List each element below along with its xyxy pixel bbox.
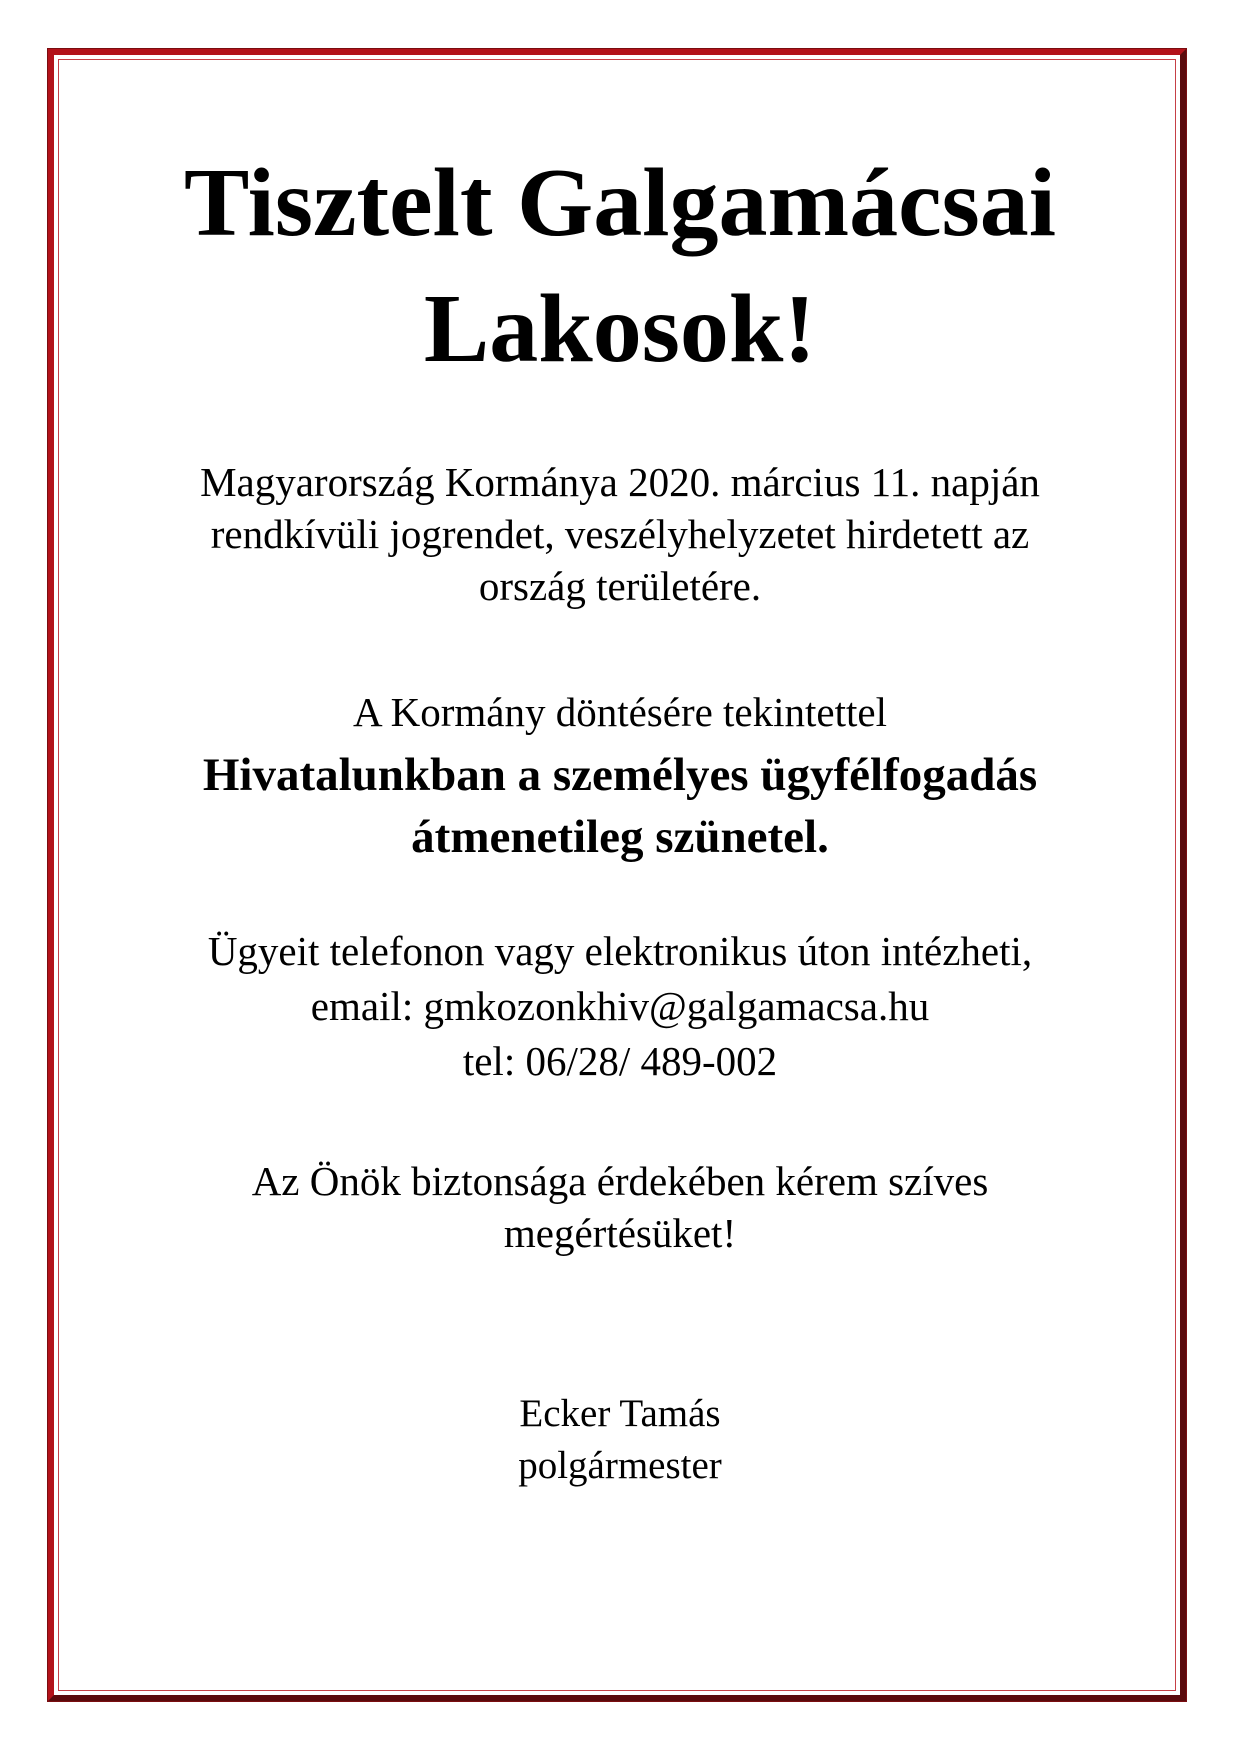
contact-phone: tel: 06/28/ 489-002 bbox=[462, 1038, 778, 1084]
contact-email: email: gmkozonkhiv@galgamacsa.hu bbox=[310, 983, 930, 1029]
announcement-paragraph bbox=[0, 456, 1240, 612]
closure-line-1: Hivatalunkban a személyes ügyfélfogadás bbox=[202, 749, 1038, 801]
notice-heading bbox=[0, 140, 1240, 392]
announcement-line-1: Magyarország Kormánya 2020. március 11. napján bbox=[200, 459, 1040, 505]
contact-paragraph bbox=[0, 924, 1240, 1089]
closing-line-2: megértésüket! bbox=[503, 1210, 737, 1256]
closure-line-2: átmenetileg szünetel. bbox=[411, 811, 829, 863]
closure-notice bbox=[0, 744, 1240, 868]
closing-paragraph bbox=[0, 1155, 1240, 1259]
announcement-line-2: rendkívüli jogrendet, veszélyhelyzetet hirdetett az bbox=[210, 511, 1030, 557]
signature-block bbox=[0, 1388, 1240, 1492]
announcement-line-3: ország területére. bbox=[478, 563, 762, 609]
closing-line-1: Az Önök biztonsága érdekében kérem szíves bbox=[251, 1158, 989, 1204]
signature-title: polgármester bbox=[518, 1444, 722, 1487]
heading-line-2: Lakosok! bbox=[423, 275, 817, 383]
signature-name: Ecker Tamás bbox=[519, 1392, 721, 1435]
heading-line-1: Tisztelt Galgamácsai bbox=[184, 149, 1056, 257]
decision-intro-text: A Kormány döntésére tekintettel bbox=[353, 689, 887, 735]
decision-intro bbox=[0, 686, 1240, 738]
contact-intro: Ügyeit telefonon vagy elektronikus úton intézheti, bbox=[207, 928, 1033, 974]
